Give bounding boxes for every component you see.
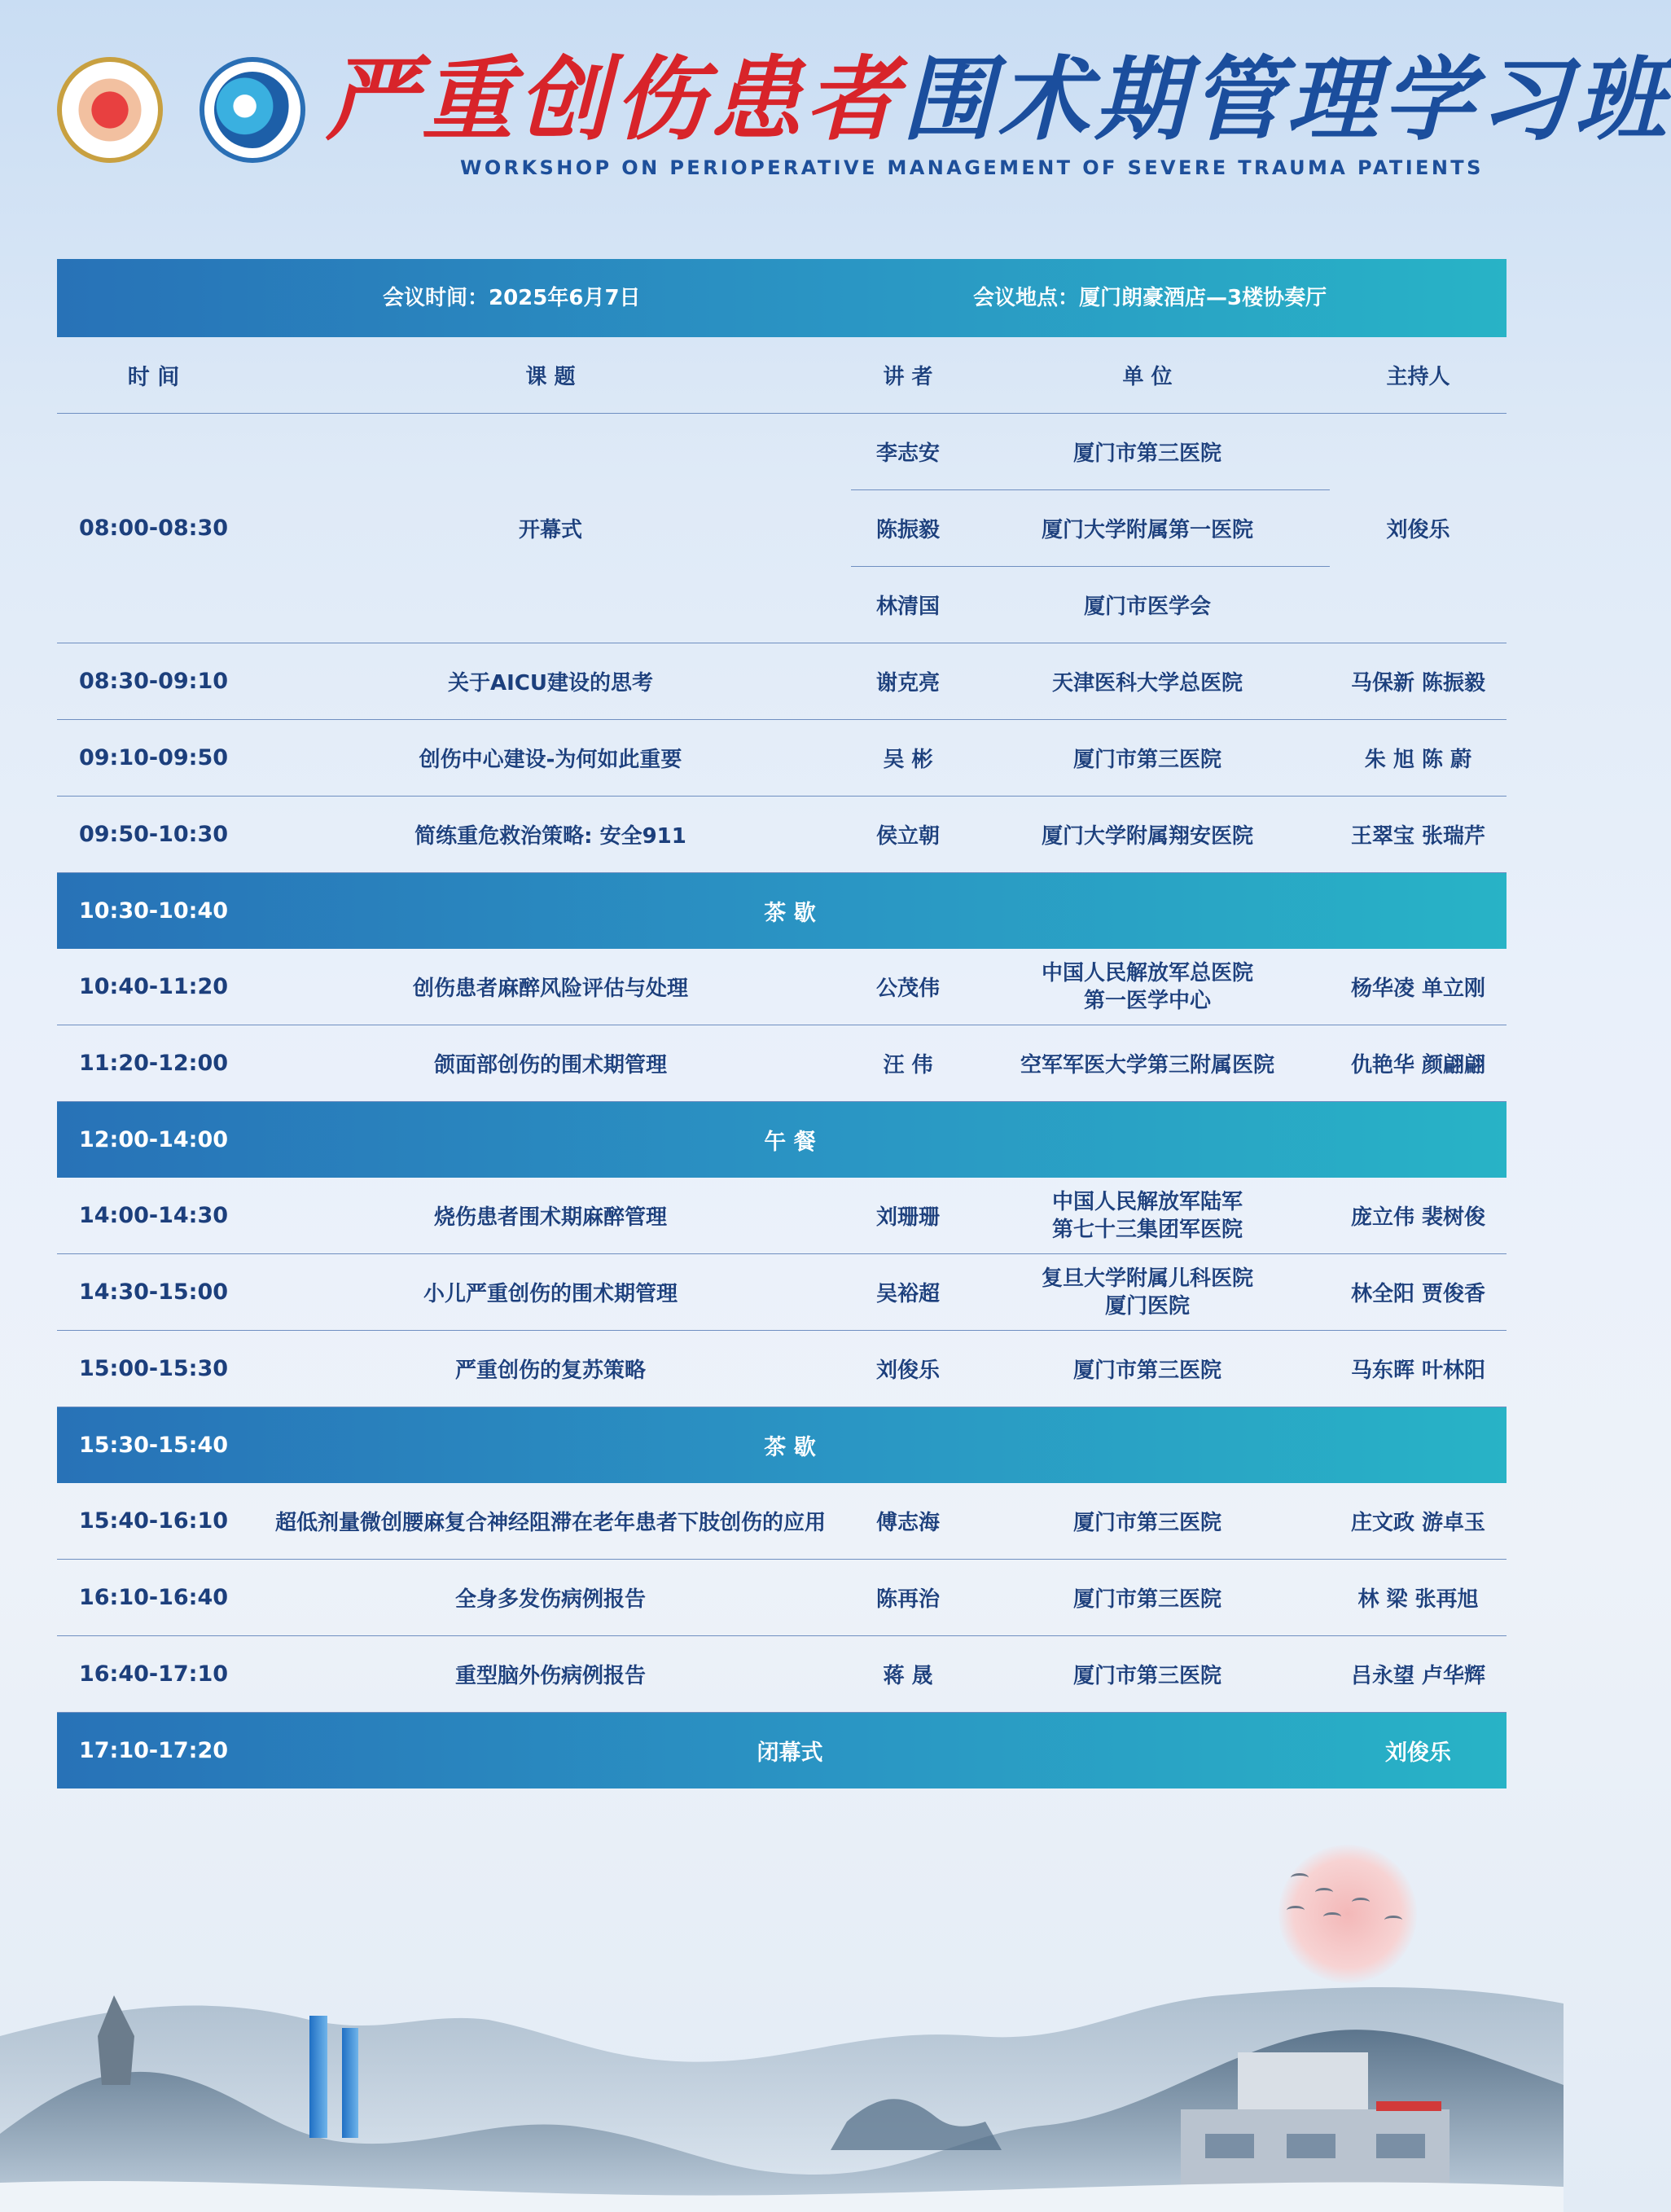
header-time: 时 间	[127, 365, 180, 390]
bird-icon	[1352, 1898, 1370, 1907]
row-unit	[965, 720, 1330, 796]
table-row	[57, 1331, 1507, 1407]
session-group-morning-2	[57, 949, 1507, 1102]
row-unit	[965, 797, 1330, 872]
row-unit: 厦门市医学会	[1083, 595, 1211, 619]
table-row	[57, 797, 1507, 873]
row-speaker: 陈再治	[875, 1587, 940, 1612]
row-time: 15:40-16:10	[78, 1508, 229, 1534]
break-row-lunch	[57, 1102, 1507, 1178]
table-row	[57, 949, 1507, 1025]
opening-row	[57, 414, 1507, 643]
table-row	[57, 720, 1507, 797]
break-row-tea-2	[57, 1407, 1507, 1483]
row-speaker: 林清国	[875, 595, 940, 619]
row-topic: 创伤患者麻醉风险评估与处理	[412, 977, 688, 1001]
row-time: 15:00-15:30	[78, 1356, 229, 1381]
row-unit	[965, 1178, 1330, 1253]
row-unit	[965, 643, 1330, 719]
organizer-logo	[200, 57, 305, 163]
row-speaker: 李志安	[875, 441, 940, 466]
bird-icon	[1323, 1912, 1341, 1921]
table-row	[57, 643, 1507, 720]
opening-speaker-row	[851, 489, 1330, 566]
break-time: 10:30-10:40	[78, 898, 229, 924]
row-speaker: 陈振毅	[875, 518, 940, 542]
table-row	[57, 1483, 1507, 1560]
bird-icon	[1291, 1873, 1309, 1882]
row-unit	[965, 1025, 1330, 1101]
break-row-tea-1	[57, 873, 1507, 949]
row-time: 14:00-14:30	[78, 1203, 229, 1228]
break-time: 12:00-14:00	[78, 1127, 229, 1152]
row-time: 08:30-09:10	[78, 669, 229, 694]
bird-icon	[1384, 1916, 1402, 1925]
row-unit-line: 厦门大学附属翔安医院	[1041, 824, 1253, 849]
xiamen-medical-association-logo	[57, 57, 163, 163]
row-speaker: 侯立朝	[875, 824, 940, 849]
row-host: 朱 旭 陈 蔚	[1364, 748, 1472, 772]
table-row	[57, 1025, 1507, 1102]
row-unit-line: 复旦大学附属儿科医院	[1041, 1266, 1253, 1291]
row-time: 16:10-16:40	[78, 1585, 229, 1610]
header-speaker: 讲 者	[883, 365, 933, 389]
row-topic: 开幕式	[518, 518, 582, 542]
row-unit	[965, 1331, 1330, 1407]
row-unit	[965, 1560, 1330, 1635]
closing-row	[57, 1713, 1507, 1788]
row-topic: 颌面部创伤的围术期管理	[433, 1053, 667, 1077]
title-red-part: 严重创伤患者	[326, 46, 902, 153]
row-time: 09:50-10:30	[78, 822, 229, 847]
row-speaker: 谢克亮	[875, 671, 940, 696]
row-topic: 超低剂量微创腰麻复合神经阻滞在老年患者下肢创伤的应用	[274, 1511, 826, 1535]
row-unit-line: 空军军医大学第三附属医院	[1020, 1053, 1274, 1077]
header-unit: 单 位	[1122, 365, 1173, 389]
row-unit-line: 厦门市第三医院	[1072, 1587, 1221, 1612]
table-row	[57, 1254, 1507, 1331]
row-speaker: 吴裕超	[875, 1282, 940, 1306]
row-host: 林全阳 贾俊香	[1350, 1282, 1486, 1306]
row-topic: 烧伤患者围术期麻醉管理	[433, 1205, 667, 1230]
row-host: 马东晖 叶林阳	[1350, 1358, 1486, 1383]
break-label: 茶 歇	[764, 901, 816, 926]
row-time: 10:40-11:20	[78, 974, 229, 999]
header-topic: 课 题	[525, 365, 576, 389]
row-unit	[965, 1483, 1330, 1559]
row-time: 09:10-09:50	[78, 745, 229, 770]
break-time: 17:10-17:20	[78, 1738, 229, 1763]
row-unit	[965, 1254, 1330, 1330]
row-unit-line: 厦门医院	[1104, 1293, 1190, 1319]
session-group-afternoon-1	[57, 1178, 1507, 1407]
row-time: 08:00-08:30	[78, 516, 229, 541]
opening-speakers	[851, 414, 1330, 643]
row-host: 仇艳华 颜翩翩	[1350, 1053, 1486, 1077]
row-topic: 严重创伤的复苏策略	[454, 1358, 646, 1383]
row-speaker: 刘珊珊	[875, 1205, 940, 1230]
table-header	[57, 337, 1507, 414]
row-unit: 厦门市第三医院	[1072, 441, 1221, 466]
row-host: 王翠宝 张瑞芹	[1350, 824, 1486, 849]
row-unit-line: 第一医学中心	[1083, 988, 1211, 1013]
row-host: 庄文政 游卓玉	[1350, 1511, 1486, 1535]
row-time: 14:30-15:00	[78, 1279, 229, 1305]
row-unit-line: 厦门市第三医院	[1072, 1358, 1221, 1383]
row-unit-line: 厦门市第三医院	[1072, 1511, 1221, 1535]
row-topic: 全身多发伤病例报告	[454, 1587, 646, 1612]
row-speaker: 蒋 晟	[883, 1664, 933, 1688]
row-unit-line: 天津医科大学总医院	[1051, 671, 1243, 696]
opening-speaker-row	[851, 566, 1330, 643]
header-host: 主持人	[1386, 365, 1450, 389]
meeting-venue: 会议地点：厦门朗豪酒店—3楼协奏厅	[973, 286, 1327, 310]
row-unit-line: 中国人民解放军总医院	[1041, 960, 1253, 985]
bird-icon	[1287, 1906, 1305, 1915]
page-subtitle: WORKSHOP ON PERIOPERATIVE MANAGEMENT OF SEVERE TRAUMA PATIENTS	[460, 156, 1484, 179]
break-label: 茶 歇	[764, 1435, 816, 1460]
row-topic: 重型脑外伤病例报告	[454, 1664, 646, 1688]
row-topic: 关于AICU建设的思考	[448, 671, 653, 696]
row-unit-line: 中国人民解放军陆军	[1051, 1189, 1243, 1214]
table-row	[57, 1560, 1507, 1636]
row-unit-line: 第七十三集团军医院	[1051, 1217, 1243, 1242]
row-host: 吕永望 卢华辉	[1350, 1664, 1486, 1688]
table-row	[57, 1636, 1507, 1713]
break-label: 闭幕式	[757, 1740, 823, 1766]
row-topic: 创伤中心建设-为何如此重要	[419, 748, 682, 772]
meeting-info-bar	[57, 259, 1507, 337]
session-group-afternoon-2	[57, 1483, 1507, 1713]
table-row	[57, 1178, 1507, 1254]
row-speaker: 公茂伟	[875, 977, 940, 1001]
row-host: 马保新 陈振毅	[1350, 671, 1486, 696]
closing-host: 刘俊乐	[1385, 1740, 1451, 1766]
row-unit	[965, 949, 1330, 1025]
row-unit	[965, 1636, 1330, 1712]
row-time: 16:40-17:10	[78, 1661, 229, 1687]
row-topic: 小儿严重创伤的围术期管理	[423, 1282, 678, 1306]
bird-icon	[1315, 1888, 1333, 1897]
row-speaker: 刘俊乐	[875, 1358, 940, 1383]
row-host: 杨华凌 单立刚	[1350, 977, 1486, 1001]
row-unit-line: 厦门市第三医院	[1072, 1664, 1221, 1688]
row-speaker: 傅志海	[875, 1511, 940, 1535]
row-time: 11:20-12:00	[78, 1051, 229, 1076]
break-time: 15:30-15:40	[78, 1433, 229, 1458]
row-speaker: 吴 彬	[883, 748, 933, 772]
page-title	[326, 39, 1671, 161]
schedule-table	[57, 259, 1507, 1788]
row-topic: 简练重危救治策略: 安全911	[414, 824, 686, 849]
row-host: 林 梁 张再旭	[1357, 1587, 1479, 1612]
break-label: 午 餐	[764, 1130, 816, 1155]
meeting-time: 会议时间：2025年6月7日	[383, 286, 641, 310]
opening-speaker-row	[851, 414, 1330, 489]
row-host: 庞立伟 裴树俊	[1350, 1205, 1486, 1230]
row-speaker: 汪 伟	[883, 1053, 933, 1077]
row-unit: 厦门大学附属第一医院	[1041, 518, 1253, 542]
row-unit-line: 厦门市第三医院	[1072, 748, 1221, 772]
title-blue-part: 围术期管理学习班	[902, 46, 1671, 153]
row-host: 刘俊乐	[1386, 518, 1450, 542]
session-group-morning-1	[57, 643, 1507, 873]
